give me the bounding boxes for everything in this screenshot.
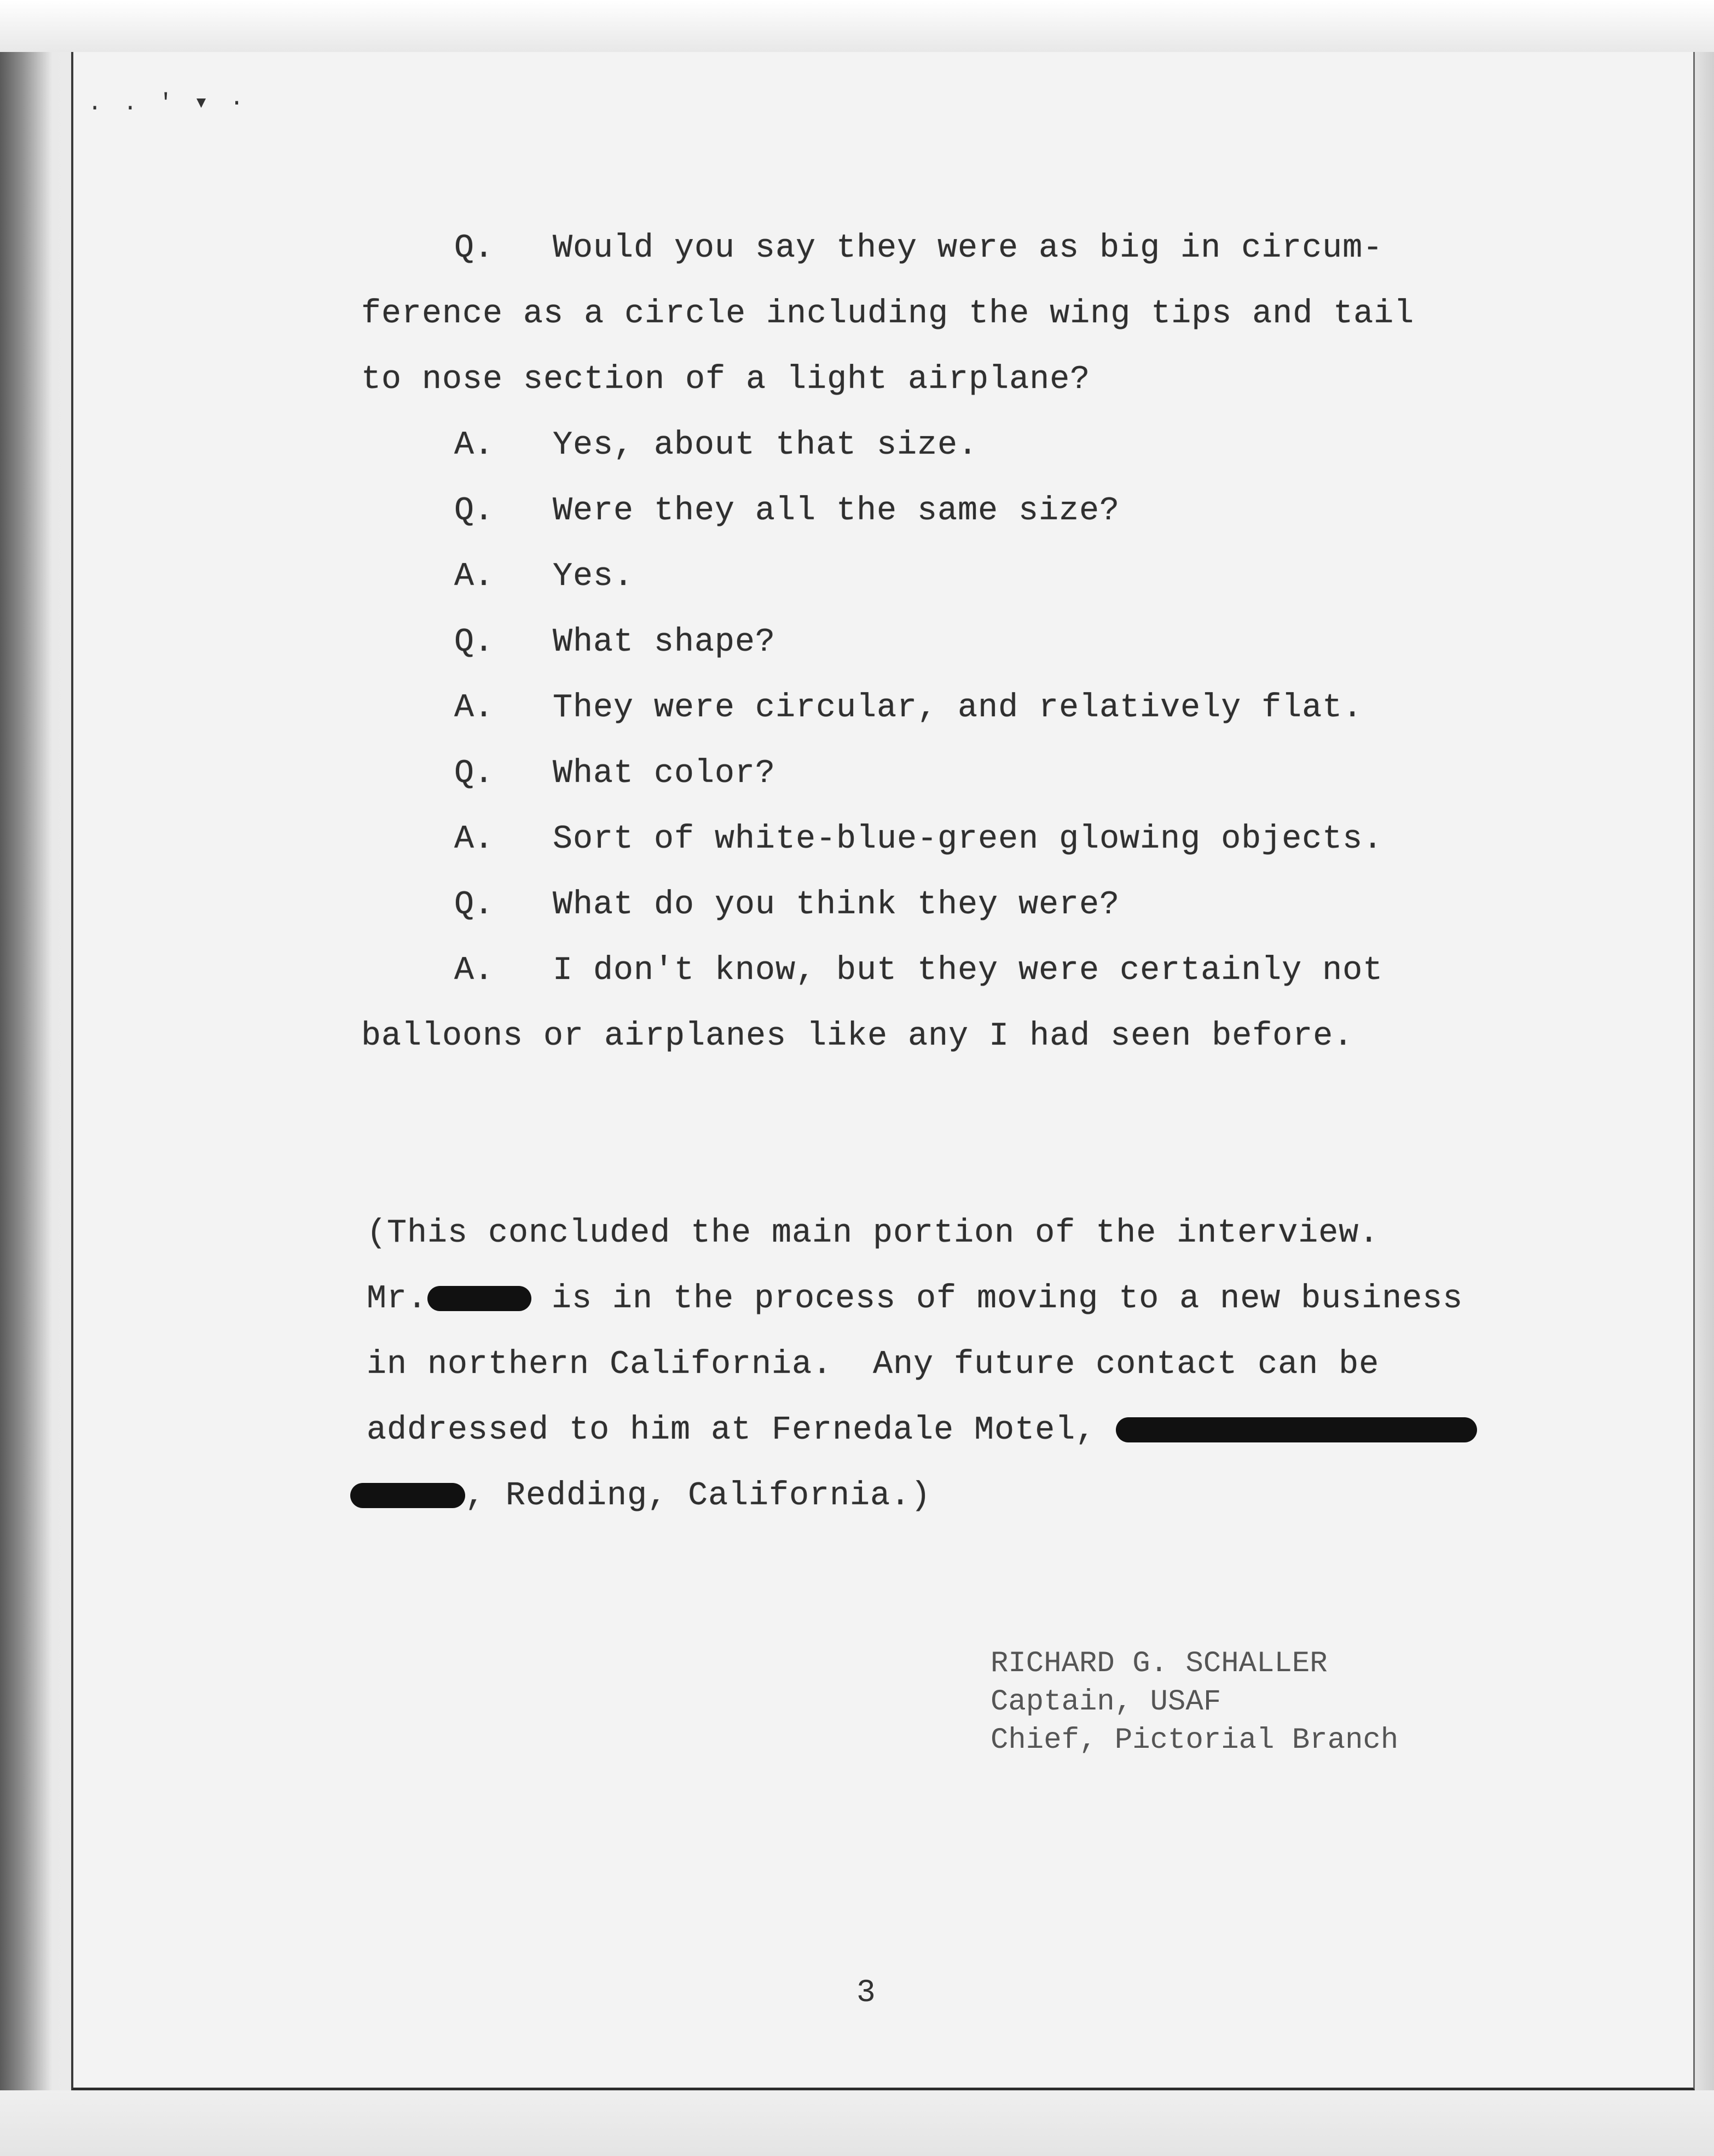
closing-text: addressed to him at Fernedale Motel, [367,1412,1116,1449]
qa-marker: Q. [454,886,494,924]
qa-text-line: I don't know, but they were certainly not [553,952,1383,989]
qa-text-line: They were circular, and relatively flat. [553,689,1363,727]
closing-suffix: is in the process of moving to a new business [531,1280,1463,1318]
qa-text-line: Sort of white-blue-green glowing objects. [553,821,1383,858]
qa-marker: Q. [454,492,494,530]
qa-marker: A. [454,952,494,989]
qa-text-line: ference as a circle including the wing tips and tail [361,295,1415,333]
qa-marker: A. [454,689,494,727]
closing-line [367,1412,1477,1449]
closing-text: , Redding, California.) [465,1477,931,1515]
qa-text-line: Yes, about that size. [553,427,978,464]
closing-prefix: Mr. [367,1280,428,1318]
qa-text-line: Would you say they were as big in circum- [553,230,1383,267]
scan-top-edge [0,0,1714,52]
qa-marker: A. [454,821,494,858]
signature-title: Chief, Pictorial Branch [991,1724,1399,1757]
qa-text-line: Yes. [553,558,634,595]
closing-line: in northern California. Any future contact can be [367,1346,1380,1383]
qa-marker: A. [454,427,494,464]
qa-text-line: What do you think they were? [553,886,1120,924]
scan-bottom-edge [0,2090,1714,2156]
qa-text-line: to nose section of a light airplane? [361,361,1091,398]
redaction-mark [1116,1417,1477,1442]
document-page [71,52,1695,2090]
redaction-mark [350,1483,465,1508]
qa-marker: Q. [454,755,494,792]
qa-marker: Q. [454,230,494,267]
closing-line: (This concluded the main portion of the interview. [367,1215,1380,1252]
qa-text-line: balloons or airplanes like any I had seen before. [361,1018,1354,1055]
qa-marker: A. [454,558,494,595]
redaction-mark [427,1286,531,1311]
qa-text-line: Were they all the same size? [553,492,1120,530]
closing-line [367,1280,1463,1318]
scan-specks: . . ' ▾ · [88,90,247,117]
closing-line [350,1477,931,1515]
page-number: 3 [856,1975,876,2011]
signature-rank: Captain, USAF [991,1685,1221,1719]
qa-marker: Q. [454,624,494,661]
qa-text-line: What shape? [553,624,776,661]
qa-text-line: What color? [553,755,776,792]
signature-name: RICHARD G. SCHALLER [991,1647,1328,1680]
